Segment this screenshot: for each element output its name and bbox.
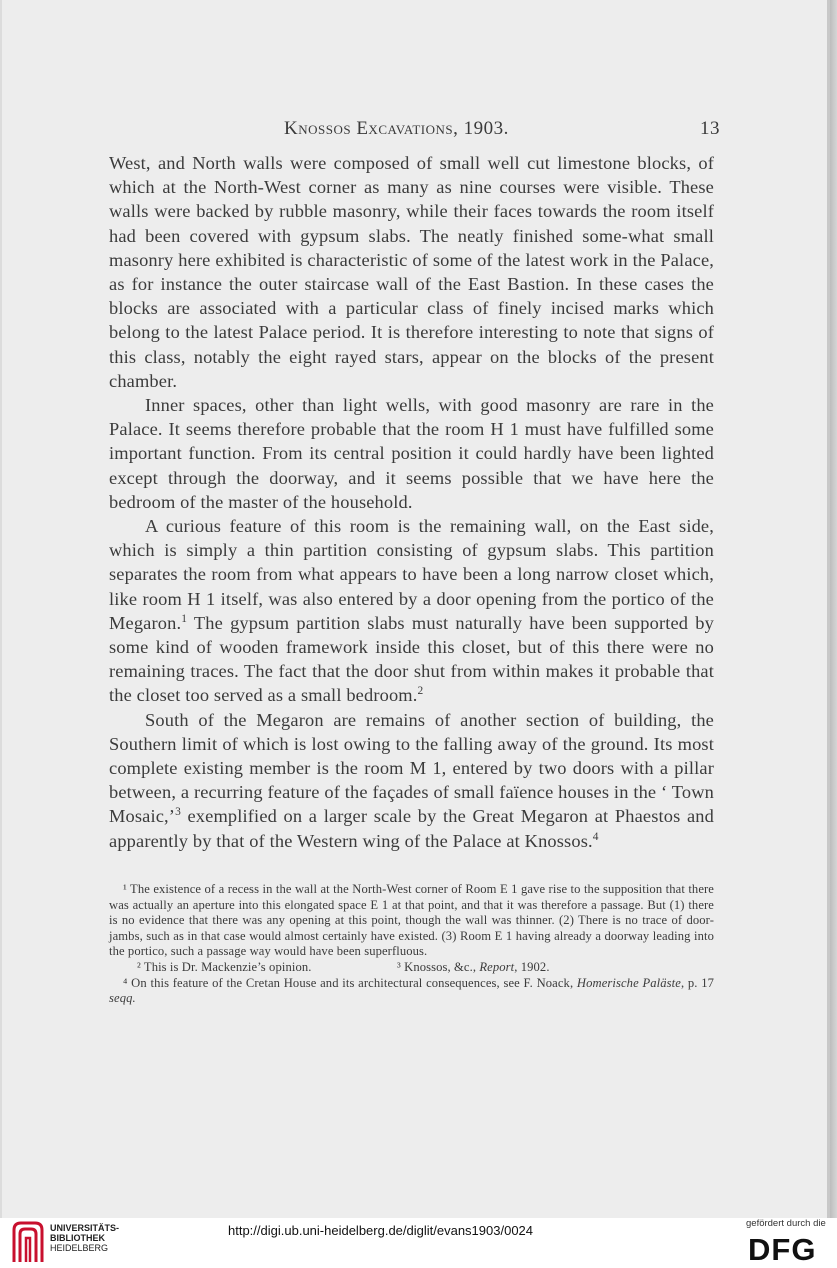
- footnote-1: ¹ The existence of a recess in the wall at the North-West corner of Room E 1 gave rise to the supposition that there was actually an aperture into this elongated space E 1 at that point, and that it was therefore a passage. But (1) there is no evidence that there was any opening at this point, though the wall was thinner. (2) There is no trace of door-jambs, such as in that case would almost certainly have existed. (3) Room E 1 having already a doorway leading into the portico, such a passage way would have been superfluous.: [109, 882, 714, 959]
- footnote-ref-3[interactable]: 3: [175, 806, 181, 819]
- paragraph-1: West, and North walls were composed of small well cut limestone blocks, of which at the North-West corner as many as nine courses were visible. These walls were backed by rubble masonry, while their faces towards the room itself had been covered with gypsum slabs. The neatly finished some-what small masonry here exhibited is characteristic of some of the latest work in the Palace, as for instance the outer staircase wall of the East Bastion. In these cases the blocks are associated with a particular class of finely incised marks which belong to the latest Palace period. It is therefore interesting to note that signs of this class, notably the eight rayed stars, appear on the blocks of the present chamber.: [109, 153, 714, 391]
- page-number: 13: [700, 118, 720, 139]
- scanned-page: [2, 0, 830, 1218]
- paragraph-3: A curious feature of this room is the remaining wall, on the East side, which is simply a thin partition consisting of gypsum slabs. This partition separates the room from what appears to have been a long narrow closet which, like room H 1 itself, was also entered by a door opening from the portico of the Megaron.$^1$ The gypsum partition slabs must naturally have been supported by some kind of wooden framework inside this closet, but of this there were no remaining traces. The fact that the door shut from within makes it probable that the closet too served as a small bedroom.$^2$: [109, 516, 714, 706]
- footnote-ref-1[interactable]: 1: [181, 612, 188, 625]
- footer-bar: [0, 1218, 837, 1268]
- footnote-row-2-3: [109, 960, 714, 976]
- page-header: [2, 118, 830, 148]
- footnote-3: ³ Knossos, &c., Report, 1902.: [397, 959, 550, 974]
- body-text: [109, 151, 714, 853]
- footnote-ref-2[interactable]: 2: [417, 685, 424, 698]
- funded-by-label: gefördert durch die: [746, 1218, 826, 1229]
- footnote-4: ⁴ On this feature of the Cretan House and its architectural consequences, see F. Noack, Homerische Paläste, p. 17 seqq.: [109, 975, 715, 1006]
- paragraph-4: South of the Megaron are remains of another section of building, the Southern limit of which is lost owing to the falling away of the ground. Its most complete existing member is the room M 1, entered by two doors with a pillar between, a recurring feature of the façades of small faïence houses in the ‘ Town Mosaic,’$^3$ exemplified on a larger scale by the Great Megaron at Phaestos and apparently by that of the Western wing of the Palace at Knossos.$^4$: [109, 709, 714, 851]
- library-name: UNIVERSITÄTS- BIBLIOTHEK HEIDELBERG: [50, 1223, 120, 1253]
- footnotes: [109, 882, 714, 1007]
- footnote-ref-4[interactable]: 4: [592, 830, 599, 843]
- dfg-logo-text: DFG: [748, 1232, 817, 1264]
- running-title: Knossos Excavations, 1903.: [284, 118, 509, 139]
- heidelberg-library-logo-icon[interactable]: [10, 1220, 46, 1264]
- footnote-2: ² This is Dr. Mackenzie’s opinion.: [137, 959, 312, 974]
- page-edge: [830, 0, 837, 1218]
- paragraph-2: Inner spaces, other than light wells, with good masonry are rare in the Palace. It seems therefore probable that the room H 1 must have fulfilled some important function. From its central position it could hardly have been lighted except through the doorway, and it seems possible that we have here the bedroom of the master of the household.: [109, 395, 714, 512]
- permalink-url[interactable]: http://digi.ub.uni-heidelberg.de/diglit/evans1903/0024: [228, 1223, 534, 1238]
- dfg-logo-icon[interactable]: [746, 1232, 828, 1264]
